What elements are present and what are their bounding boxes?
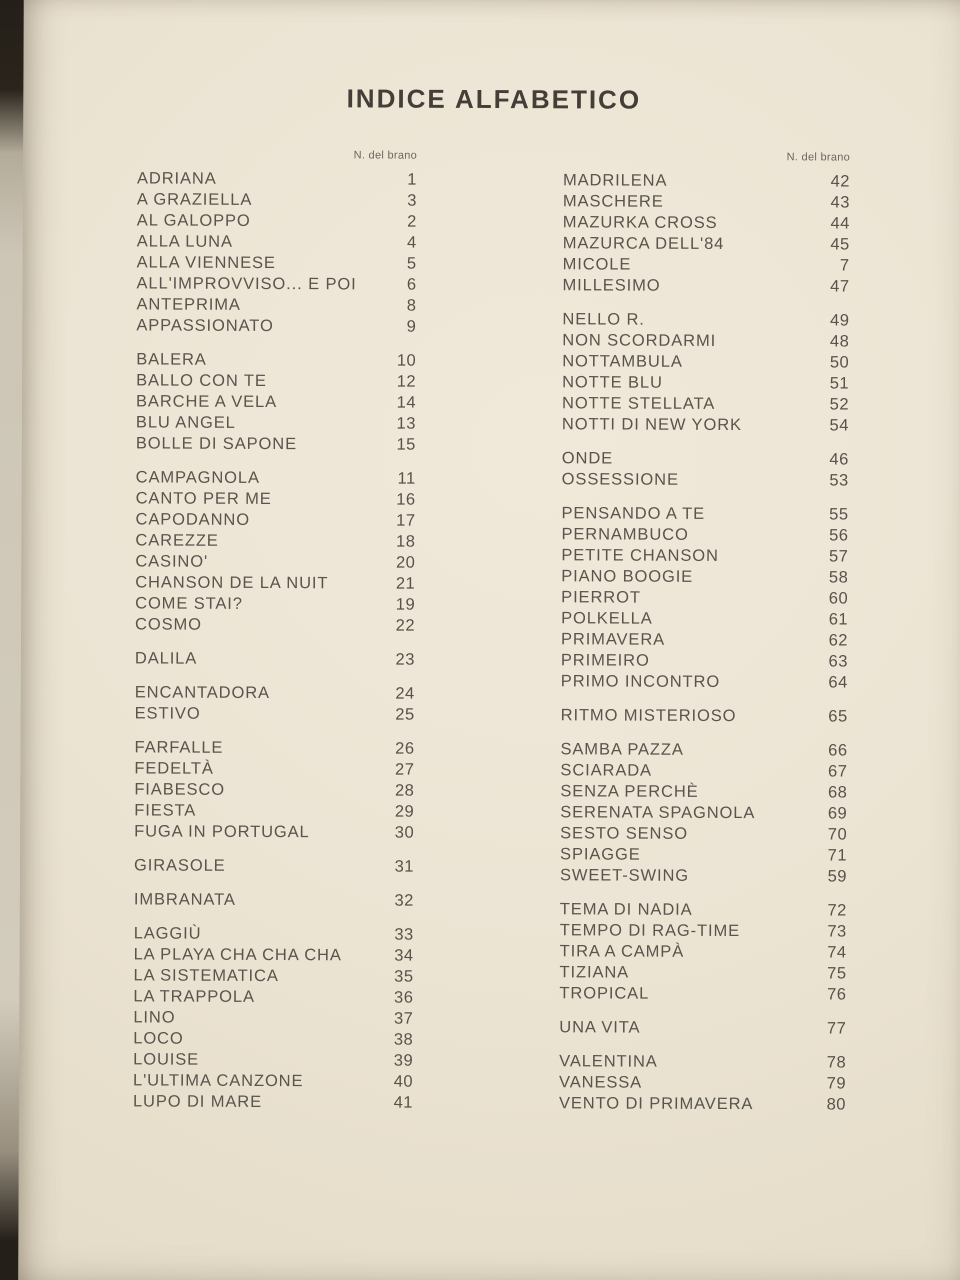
index-row xyxy=(562,372,849,394)
index-row xyxy=(135,648,415,670)
index-row xyxy=(562,414,849,436)
song-title: CANTO PER ME xyxy=(135,489,272,509)
song-number: 15 xyxy=(396,435,416,454)
song-number: 34 xyxy=(394,946,414,965)
index-row xyxy=(562,503,849,525)
song-number: 68 xyxy=(827,783,848,802)
index-row xyxy=(136,467,416,489)
index-row xyxy=(133,986,413,1008)
song-title: UNA VITA xyxy=(559,1018,641,1037)
index-row xyxy=(137,252,417,274)
song-number: 22 xyxy=(395,616,416,635)
column-header-left: N. del brano xyxy=(353,149,418,162)
song-number: 47 xyxy=(830,277,850,296)
song-title: CAMPAGNOLA xyxy=(135,468,260,487)
letter-group xyxy=(559,1051,846,1115)
index-row xyxy=(133,1070,413,1092)
song-title: MADRILENA xyxy=(562,171,668,190)
letter-group xyxy=(561,705,848,727)
index-row xyxy=(134,923,414,945)
song-number: 9 xyxy=(406,317,417,336)
song-number: 10 xyxy=(396,351,417,370)
index-column-right xyxy=(559,150,850,1115)
song-number: 53 xyxy=(829,471,849,490)
song-number: 4 xyxy=(407,233,417,252)
song-number: 32 xyxy=(394,891,414,910)
song-number: 23 xyxy=(395,650,415,669)
song-title: BALLO CON TE xyxy=(136,371,267,391)
song-title: LA PLAYA CHA CHA CHA xyxy=(133,945,342,965)
letter-group xyxy=(136,349,416,455)
song-title: NOTTAMBULA xyxy=(562,352,683,371)
song-number: 80 xyxy=(826,1095,847,1114)
song-title: NON SCORDARMI xyxy=(562,331,717,350)
song-title: MAZURKA CROSS xyxy=(562,213,718,232)
song-number: 76 xyxy=(827,985,847,1004)
song-number: 46 xyxy=(829,450,849,469)
index-row xyxy=(562,351,849,373)
song-number: 58 xyxy=(828,568,849,587)
song-title: LA TRAPPOLA xyxy=(133,987,255,1006)
song-title: GIRASOLE xyxy=(133,856,226,875)
song-number: 55 xyxy=(829,505,849,524)
index-row xyxy=(561,608,848,630)
index-row xyxy=(136,294,416,316)
song-number: 3 xyxy=(407,191,417,210)
song-title: COSMO xyxy=(135,615,202,634)
index-row xyxy=(135,593,415,615)
song-title: BLU ANGEL xyxy=(135,413,236,432)
song-title: LOCO xyxy=(133,1029,184,1048)
index-row xyxy=(136,349,416,371)
song-title: FIABESCO xyxy=(134,780,226,799)
song-title: NELLO R. xyxy=(562,310,645,329)
index-row xyxy=(135,572,415,594)
letter-group xyxy=(561,503,849,693)
song-title: LINO xyxy=(133,1008,176,1027)
index-row xyxy=(559,1093,846,1115)
index-row xyxy=(562,309,849,331)
song-title: PERNAMBUCO xyxy=(561,525,689,544)
index-row xyxy=(560,941,847,963)
index-row xyxy=(560,962,847,984)
index-row xyxy=(559,983,846,1005)
song-title: IMBRANATA xyxy=(133,890,236,909)
song-number: 11 xyxy=(397,469,416,488)
song-title: BARCHE A VELA xyxy=(135,392,278,412)
song-title: MILLESIMO xyxy=(562,276,661,295)
song-title: TEMA DI NADIA xyxy=(559,900,693,919)
song-title: OSSESSIONE xyxy=(561,470,679,489)
index-row xyxy=(133,1028,413,1050)
song-number: 5 xyxy=(406,254,417,273)
index-row xyxy=(135,682,415,704)
song-number: 40 xyxy=(393,1072,414,1091)
index-row xyxy=(134,737,414,759)
song-number: 70 xyxy=(827,825,848,844)
song-title: ANTEPRIMA xyxy=(136,295,241,314)
index-row xyxy=(560,781,847,803)
song-number: 52 xyxy=(829,395,850,414)
song-title: MAZURCA DELL'84 xyxy=(562,234,725,254)
index-row xyxy=(563,170,850,192)
song-title: SERENATA SPAGNOLA xyxy=(560,803,756,823)
index-row xyxy=(561,705,848,727)
song-title: FIESTA xyxy=(134,801,197,820)
letter-group xyxy=(562,309,850,436)
index-row xyxy=(135,703,415,725)
song-title: SCIARADA xyxy=(560,761,653,780)
index-row xyxy=(562,330,849,352)
index-row xyxy=(137,189,417,211)
index-row xyxy=(137,168,417,190)
index-row xyxy=(561,650,848,672)
song-title: COME STAI? xyxy=(135,594,243,613)
song-number: 29 xyxy=(394,802,415,821)
index-row xyxy=(561,629,848,651)
song-number: 59 xyxy=(827,867,848,886)
song-title: CHANSON DE LA NUIT xyxy=(135,573,329,593)
song-title: ESTIVO xyxy=(134,704,201,723)
index-row xyxy=(136,433,416,455)
letter-group xyxy=(562,448,849,491)
song-title: PETITE CHANSON xyxy=(561,546,719,565)
song-number: 24 xyxy=(395,684,415,703)
song-title: VANESSA xyxy=(559,1073,643,1092)
song-title: POLKELLA xyxy=(561,609,653,628)
song-title: PIERROT xyxy=(561,588,641,607)
index-row xyxy=(561,524,848,546)
song-number: 17 xyxy=(396,511,416,530)
index-row xyxy=(136,488,416,510)
song-number: 67 xyxy=(828,762,848,781)
index-row xyxy=(560,899,847,921)
index-row xyxy=(563,191,850,213)
song-number: 71 xyxy=(827,846,848,865)
song-number: 41 xyxy=(393,1093,414,1112)
song-title: RITMO MISTERIOSO xyxy=(560,706,737,726)
song-title: AL GALOPPO xyxy=(136,211,251,230)
letter-group xyxy=(563,170,851,297)
song-title: SESTO SENSO xyxy=(560,824,689,843)
song-title: SPIAGGE xyxy=(560,845,641,864)
letter-group xyxy=(136,168,417,337)
song-title: LOUISE xyxy=(133,1050,200,1069)
song-title: LAGGIÙ xyxy=(133,924,202,943)
letter-group xyxy=(560,739,848,887)
song-number: 75 xyxy=(827,964,847,983)
song-number: 27 xyxy=(395,760,415,779)
index-row xyxy=(133,1007,413,1029)
song-number: 73 xyxy=(827,922,847,941)
index-row xyxy=(134,758,414,780)
song-number: 25 xyxy=(395,705,415,724)
song-number: 2 xyxy=(407,212,417,231)
index-row xyxy=(136,391,416,413)
index-row xyxy=(134,944,414,966)
index-column-left xyxy=(133,148,417,1113)
index-row xyxy=(136,412,416,434)
song-number: 61 xyxy=(828,610,849,629)
letter-group xyxy=(134,737,414,843)
song-number: 72 xyxy=(827,901,847,920)
song-title: BALERA xyxy=(136,350,207,369)
song-number: 63 xyxy=(828,652,848,671)
song-number: 7 xyxy=(839,256,850,275)
song-title: PRIMEIRO xyxy=(560,651,650,670)
song-number: 45 xyxy=(830,235,850,254)
song-number: 31 xyxy=(394,857,415,876)
song-number: 30 xyxy=(394,823,415,842)
page-title: INDICE ALFABETICO xyxy=(346,83,642,115)
song-number: 77 xyxy=(826,1019,847,1038)
song-title: ALLA LUNA xyxy=(136,232,233,251)
song-number: 39 xyxy=(393,1051,414,1070)
song-title: FARFALLE xyxy=(134,738,224,757)
song-number: 54 xyxy=(829,416,849,435)
song-title: ALL'IMPROVVISO... E POI xyxy=(136,274,357,294)
song-number: 13 xyxy=(396,414,416,433)
index-row xyxy=(136,370,416,392)
index-row xyxy=(135,614,415,636)
paper xyxy=(18,0,960,1280)
song-title: TIRA A CAMPÀ xyxy=(559,942,685,961)
song-number: 50 xyxy=(829,353,850,372)
index-row xyxy=(563,212,850,234)
song-title: ENCANTADORA xyxy=(134,683,271,703)
index-row xyxy=(133,965,413,987)
song-number: 16 xyxy=(396,490,416,509)
index-row xyxy=(560,823,847,845)
song-title: TEMPO DI RAG-TIME xyxy=(559,921,741,941)
song-number: 42 xyxy=(830,172,851,191)
index-row xyxy=(563,254,850,276)
song-title: CAPODANNO xyxy=(135,510,251,529)
song-number: 1 xyxy=(407,170,418,189)
index-row xyxy=(135,509,415,531)
song-title: SWEET-SWING xyxy=(559,866,690,885)
song-number: 56 xyxy=(829,526,849,545)
song-number: 74 xyxy=(827,943,847,962)
letter-group xyxy=(135,682,415,725)
song-number: 48 xyxy=(829,332,850,351)
song-title: TIZIANA xyxy=(559,963,630,982)
letter-group xyxy=(134,889,414,911)
index-row xyxy=(134,800,414,822)
index-row xyxy=(559,1072,846,1094)
index-row xyxy=(134,889,414,911)
song-number: 66 xyxy=(828,741,848,760)
index-row xyxy=(135,551,415,573)
index-row xyxy=(561,566,848,588)
song-number: 51 xyxy=(829,374,850,393)
song-number: 65 xyxy=(828,707,848,726)
song-number: 44 xyxy=(830,214,850,233)
letter-group xyxy=(133,923,414,1113)
song-title: TROPICAL xyxy=(559,984,650,1003)
song-title: SENZA PERCHÈ xyxy=(560,782,699,801)
song-number: 18 xyxy=(396,532,416,551)
song-title: PIANO BOOGIE xyxy=(561,567,694,586)
song-title: NOTTI DI NEW YORK xyxy=(561,415,742,435)
song-number: 28 xyxy=(394,781,415,800)
song-title: FEDELTÀ xyxy=(134,759,214,778)
song-title: CAREZZE xyxy=(135,531,219,550)
song-number: 38 xyxy=(393,1030,414,1049)
song-number: 62 xyxy=(828,631,849,650)
song-title: NOTTE BLU xyxy=(562,373,663,392)
index-row xyxy=(559,1051,846,1073)
song-title: ONDE xyxy=(561,449,614,468)
song-title: SAMBA PAZZA xyxy=(560,740,684,759)
column-header-right: N. del brano xyxy=(786,151,851,164)
index-row xyxy=(562,469,849,491)
song-title: FUGA IN PORTUGAL xyxy=(134,822,310,842)
song-title: APPASSIONATO xyxy=(136,316,274,336)
index-row xyxy=(560,844,847,866)
index-content xyxy=(133,0,851,1116)
song-title: L'ULTIMA CANZONE xyxy=(133,1071,304,1091)
index-row xyxy=(563,275,850,297)
song-number: 79 xyxy=(826,1074,847,1093)
index-row xyxy=(561,587,848,609)
song-title: LA SISTEMATICA xyxy=(133,966,279,986)
index-row xyxy=(560,865,847,887)
song-number: 26 xyxy=(395,739,415,758)
song-number: 14 xyxy=(396,393,417,412)
index-row xyxy=(560,802,847,824)
index-row xyxy=(559,1017,846,1039)
index-row xyxy=(561,671,848,693)
index-row xyxy=(134,779,414,801)
song-number: 43 xyxy=(830,193,850,212)
letter-group xyxy=(559,899,846,1005)
index-row xyxy=(135,530,415,552)
song-title: DALILA xyxy=(134,649,198,668)
song-title: LUPO DI MARE xyxy=(132,1092,263,1111)
song-number: 20 xyxy=(395,553,416,572)
index-row xyxy=(560,760,847,782)
index-columns xyxy=(133,148,850,1115)
letter-group xyxy=(135,648,415,670)
index-rows-left xyxy=(133,168,417,1113)
index-row xyxy=(137,273,417,295)
index-row xyxy=(562,448,849,470)
song-title: A GRAZIELLA xyxy=(136,190,253,209)
index-row xyxy=(561,545,848,567)
index-row xyxy=(134,855,414,877)
song-title: ADRIANA xyxy=(136,169,217,188)
index-row xyxy=(562,393,849,415)
song-number: 36 xyxy=(394,988,414,1007)
song-number: 21 xyxy=(395,574,416,593)
song-number: 78 xyxy=(826,1053,847,1072)
song-number: 8 xyxy=(406,296,417,315)
song-title: ALLA VIENNESE xyxy=(136,253,276,273)
song-title: PENSANDO A TE xyxy=(561,504,706,523)
index-row xyxy=(133,1091,413,1113)
song-title: VENTO DI PRIMAVERA xyxy=(558,1094,754,1114)
song-number: 37 xyxy=(393,1009,414,1028)
index-row xyxy=(563,233,850,255)
song-number: 49 xyxy=(829,311,850,330)
index-row xyxy=(136,315,416,337)
index-rows-right xyxy=(559,170,850,1115)
index-row xyxy=(134,821,414,843)
index-row xyxy=(133,1049,413,1071)
song-number: 64 xyxy=(828,673,848,692)
index-row xyxy=(560,920,847,942)
song-number: 33 xyxy=(394,925,414,944)
song-number: 12 xyxy=(396,372,417,391)
song-title: PRIMAVERA xyxy=(560,630,666,649)
song-title: CASINO' xyxy=(135,552,209,571)
song-title: BOLLE DI SAPONE xyxy=(135,434,298,454)
song-title: MICOLE xyxy=(562,255,632,274)
song-number: 60 xyxy=(828,589,849,608)
song-number: 69 xyxy=(827,804,848,823)
song-title: NOTTE STELLATA xyxy=(561,394,716,413)
song-title: MASCHERE xyxy=(562,192,664,211)
index-row xyxy=(560,739,847,761)
song-number: 57 xyxy=(828,547,849,566)
song-number: 6 xyxy=(406,275,417,294)
song-title: PRIMO INCONTRO xyxy=(560,672,721,691)
letter-group xyxy=(559,1017,846,1039)
letter-group xyxy=(134,855,414,877)
song-number: 19 xyxy=(395,595,416,614)
song-number: 35 xyxy=(394,967,414,986)
letter-group xyxy=(135,467,416,636)
song-title: VALENTINA xyxy=(559,1052,658,1071)
index-row xyxy=(137,210,417,232)
index-row xyxy=(137,231,417,253)
